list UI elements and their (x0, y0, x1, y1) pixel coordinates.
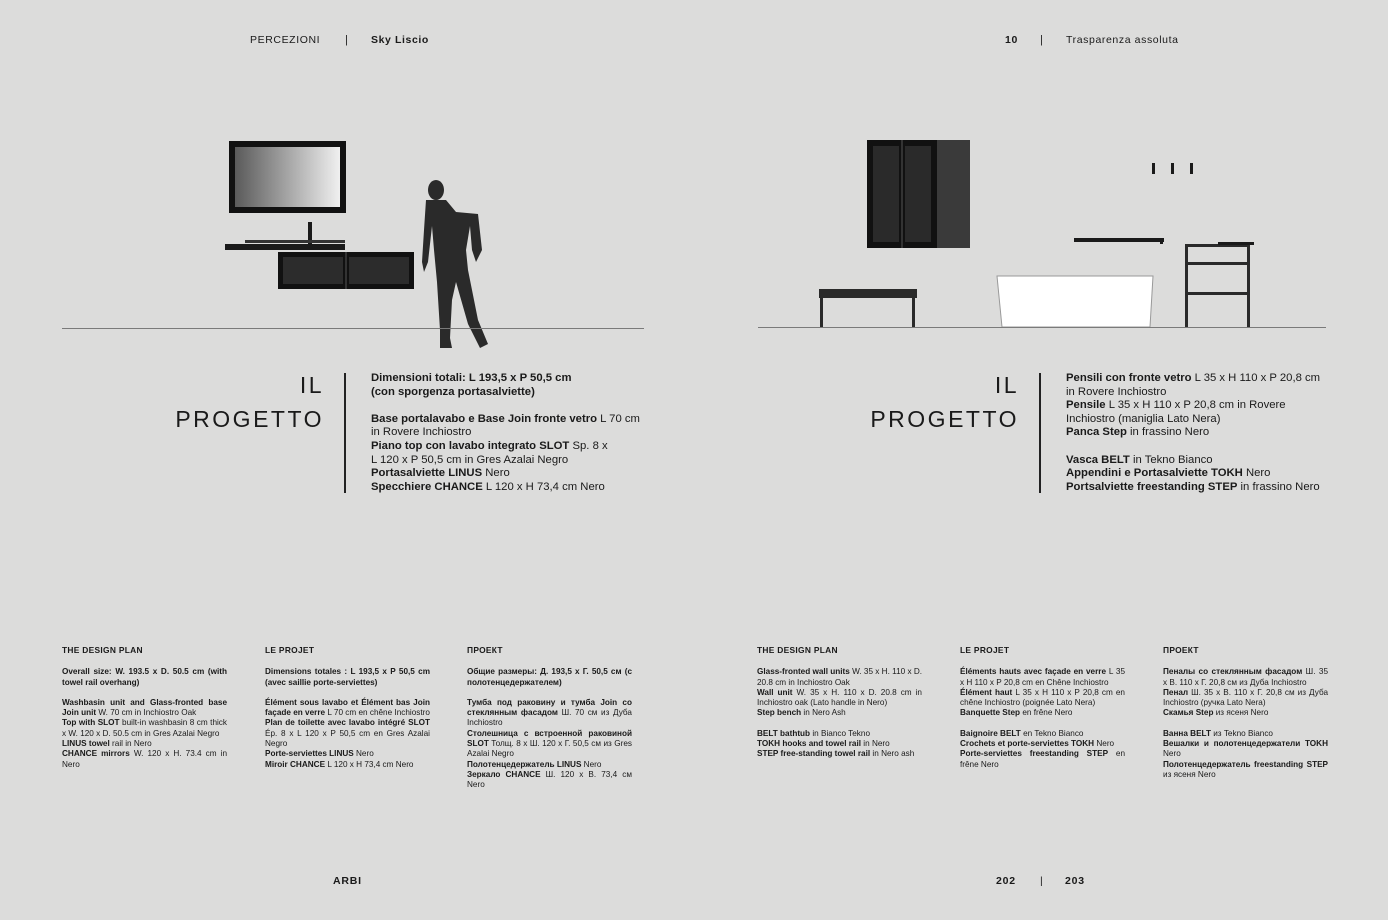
text-run: in frassino Nero (1126, 426, 1210, 439)
text-run: Nero (353, 749, 374, 759)
text-run: Nero (581, 759, 602, 769)
left-column-proekt (467, 645, 632, 801)
column-paragraph (62, 698, 227, 770)
text-run: Ép. 8 x L 120 x P 50,5 cm en Gres Azalai Negro (265, 728, 430, 749)
spec-line (371, 386, 643, 400)
spec-line (1066, 413, 1326, 427)
bold-label: STEP free-standing towel rail (757, 749, 871, 759)
text-run: из ясеня Nero (1213, 708, 1269, 718)
column-paragraph (1163, 667, 1328, 718)
title-line-progetto: PROGETTO (870, 406, 1019, 432)
bold-label: Тумба под раковину и тумба Join со стеклянным фасадом (467, 697, 632, 718)
bold-label: Overall size: W. 193.5 x D. 50.5 cm (with towel rail overhang) (62, 667, 227, 687)
text-run: Nero (1094, 739, 1115, 749)
text-run: L 35 x H 110 x P 20,8 cm en Chêne Inchiostro (960, 667, 1126, 687)
step-bench-illustration (819, 289, 917, 327)
bold-label: Pensile (1066, 399, 1106, 412)
text-run: W. 35 x H. 110 x D. 20.8 cm in Inchiostro oak (Lato handle in Nero) (757, 687, 922, 708)
text-run: W. 120 x H. 73.4 cm in Nero (62, 749, 228, 769)
text-run: Ш. 35 х В. 110 х Г. 20,8 см из Дуба Inchiostro (ручка Lato Nera) (1163, 687, 1328, 708)
bold-label: Вешалки и полотенцедержатели TOKH (1163, 739, 1328, 749)
left-title (150, 368, 324, 436)
text-run: in frassino Nero (1237, 480, 1320, 493)
spec-line (1066, 372, 1326, 386)
text-run: L 120 x P 50,5 cm in Gres Azalai Negro (371, 453, 569, 466)
text-run: Nero (1242, 467, 1271, 480)
bold-label: Plan de toilette avec lavabo intégré SLOT (265, 718, 430, 728)
header-section: PERCEZIONI (250, 34, 321, 46)
text-run: in Tekno Bianco (1129, 453, 1213, 466)
bold-label: Ванна BELT (1163, 728, 1211, 738)
right-title (845, 368, 1019, 436)
header-product: Sky Liscio (371, 34, 429, 46)
spec-line (371, 454, 643, 468)
bold-label: BELT bathtub (757, 728, 811, 738)
text-run: Толщ. 8 х Ш. 120 х Г. 50,5 см из Gres Azalai Negro (467, 739, 632, 759)
bold-label: Piano top con lavabo integrato SLOT (371, 439, 570, 452)
bold-label: Specchiere CHANCE (371, 480, 483, 493)
header-section: Trasparenza assoluta (1066, 34, 1179, 46)
text-run: en frêne Nero (1020, 708, 1073, 718)
bold-label: Éléments hauts avec façade en verre (960, 667, 1107, 677)
column-paragraph (265, 698, 430, 770)
title-divider (344, 373, 346, 493)
bold-label: Élément haut (960, 687, 1013, 697)
title-line-il: IL (994, 372, 1019, 398)
text-run: in Nero Ash (801, 708, 846, 718)
text-run: Sp. 8 x (569, 439, 608, 452)
spec-line (371, 440, 643, 454)
column-heading: ПРОЕКТ (1163, 645, 1199, 655)
footer-brand: ARBI (333, 875, 362, 887)
bold-label: (con sporgenza portasalviette) (371, 385, 535, 398)
column-heading: ПРОЕКТ (467, 645, 503, 655)
text-run: W. 35 x H. 110 x D. 20.8 cm in Inchiostro Oak (757, 667, 923, 687)
spec-line (371, 467, 643, 481)
spec-line (1066, 467, 1326, 481)
column-heading: THE DESIGN PLAN (62, 645, 143, 655)
bold-label: Dimensioni totali: L 193,5 x P 50,5 cm (371, 372, 572, 384)
page-number-separator: | (1040, 875, 1044, 887)
left-column-le-projet (265, 645, 430, 780)
spec-line (1066, 399, 1326, 413)
column-heading: LE PROJET (960, 645, 1010, 655)
spec-line (371, 413, 643, 427)
bold-label: Porte-serviettes freestanding STEP (960, 749, 1109, 759)
bold-label: Pensili con fronte vetro (1066, 372, 1192, 384)
title-line-il: IL (299, 372, 324, 398)
column-paragraph (960, 667, 1125, 718)
spec-line (371, 372, 643, 386)
spec-line (371, 426, 643, 440)
bold-label: Wall unit (757, 687, 793, 697)
column-paragraph (62, 667, 227, 688)
wall-units-illustration (867, 140, 970, 248)
bold-label: Пенал (1163, 687, 1189, 697)
spec-line (1066, 440, 1326, 454)
bold-label: Portsalviette freestanding STEP (1066, 480, 1238, 493)
text-run: en frêne Nero (960, 749, 1125, 769)
text-run: Nero (1163, 749, 1181, 759)
bold-label: Dimensions totales : L 193,5 x P 50,5 cm (avec saillie porte-serviettes) (265, 667, 430, 687)
spec-line (1066, 454, 1326, 468)
right-column-proekt (1163, 645, 1328, 790)
bold-label: Portasalviette LINUS (371, 467, 483, 480)
text-run: in Rovere Inchiostro (1066, 385, 1167, 398)
text-run: L 120 x H 73,4 cm Nero (325, 759, 414, 769)
bold-label: Зеркало CHANCE (467, 769, 541, 779)
bold-label: Glass-fronted wall units (757, 667, 850, 677)
bold-label: Baignoire BELT (960, 728, 1021, 738)
bold-label: Общие размеры: Д. 193,5 х Г. 50,5 см (с полотенцедержателем) (467, 667, 632, 687)
right-floor-line (758, 327, 1326, 328)
step-towel-rail-illustration (1185, 242, 1254, 328)
bold-label: LINUS towel (62, 739, 110, 749)
bold-label: Crochets et porte-serviettes TOKH (960, 739, 1095, 749)
bold-label: Porte-serviettes LINUS (265, 749, 354, 759)
tokh-hooks-illustration (1074, 163, 1193, 244)
text-run: en Tekno Bianco (1020, 728, 1084, 738)
bold-label: Пеналы со стеклянным фасадом (1163, 667, 1303, 677)
bold-label: Élément sous lavabo et Élément bas Join façade en verre (265, 697, 430, 718)
page-number-left: 202 (996, 875, 1016, 887)
text-run: in Bianco Tekno (810, 728, 870, 738)
text-run: Inchiostro (maniglia Lato Nera) (1066, 412, 1221, 425)
text-run: Ш. 120 х В. 73,4 см Nero (467, 769, 632, 790)
bold-label: Столешница с встроенной раковиной SLOT (467, 728, 632, 749)
text-run: L 70 cm en chêne Inchiostro (325, 708, 430, 718)
bold-label: Vasca BELT (1066, 453, 1130, 466)
text-run: in Nero (861, 739, 890, 749)
spec-line (1066, 426, 1326, 440)
bold-label: Base portalavabo e Base Join fronte vetro (371, 412, 598, 425)
text-run: Ш. 70 см из Дуба Inchiostro (467, 708, 632, 728)
left-column-design-plan (62, 645, 227, 780)
page-number-right: 203 (1065, 875, 1085, 887)
right-illustration (0, 0, 1388, 360)
spec-line (1066, 386, 1326, 400)
right-column-le-projet (960, 645, 1125, 780)
text-run: in Nero ash (870, 749, 915, 759)
column-paragraph (467, 698, 632, 791)
header-number: 10 (1005, 34, 1018, 46)
bold-label: Banquette Step (960, 708, 1021, 718)
text-run: L 35 x H 110 x P 20,8 cm in Rovere (1105, 399, 1286, 412)
spec-line (1066, 481, 1326, 495)
column-paragraph (467, 667, 632, 688)
bold-label: Appendini e Portasalviette TOKH (1066, 467, 1243, 480)
column-paragraph (1163, 729, 1328, 780)
header-separator: | (345, 34, 348, 46)
left-spec-list (371, 372, 643, 494)
column-paragraph (960, 729, 1125, 770)
column-heading: THE DESIGN PLAN (757, 645, 838, 655)
text-run: L 70 cm (597, 412, 640, 425)
text-run: из ясеня Nero (1163, 769, 1216, 779)
bold-label: Miroir CHANCE (265, 759, 326, 769)
right-spec-list (1066, 372, 1326, 494)
bold-label: Washbasin unit and Glass-fronted base Join unit (62, 697, 227, 718)
text-run: L 120 x H 73,4 cm Nero (482, 480, 605, 493)
right-column-design-plan (757, 645, 922, 770)
column-heading: LE PROJET (265, 645, 315, 655)
text-run: Nero (482, 467, 510, 480)
text-run: Ш. 35 х В. 110 х Г. 20,8 см из Дуба Inchiostro (1163, 667, 1328, 687)
text-run: rail in Nero (109, 739, 152, 749)
column-paragraph (757, 667, 922, 718)
bold-label: Top with SLOT (62, 718, 120, 728)
bold-label: TOKH hooks and towel rail (757, 739, 862, 749)
text-run: L 35 x H 110 x P 20,8 cm en chêne Inchiostro (poignée Lato Nera) (960, 687, 1125, 708)
column-paragraph (757, 729, 922, 760)
bold-label: Panca Step (1066, 426, 1127, 439)
bold-label: Скамья Step (1163, 708, 1214, 718)
bold-label: Полотенцедержатель LINUS (467, 759, 582, 769)
bold-label: CHANCE mirrors (62, 749, 130, 759)
text-run: in Rovere Inchiostro (371, 426, 472, 439)
text-run: built-in washbasin 8 cm thick x W. 120 x D. 50.5 cm in Gres Azalai Negro (62, 718, 227, 738)
column-paragraph (265, 667, 430, 688)
bold-label: Полотенцедержатель freestanding STEP (1163, 759, 1328, 769)
spec-line (371, 481, 643, 495)
belt-bathtub-illustration (997, 276, 1153, 327)
text-run: L 35 x H 110 x P 20,8 cm (1191, 372, 1321, 384)
title-divider (1039, 373, 1041, 493)
header-separator: | (1040, 34, 1043, 46)
bold-label: Step bench (757, 708, 802, 718)
spec-line (371, 399, 643, 413)
text-run: из Tekno Bianco (1210, 728, 1273, 738)
text-run: W. 70 cm in Inchiostro Oak (96, 708, 197, 718)
title-line-progetto: PROGETTO (175, 406, 324, 432)
